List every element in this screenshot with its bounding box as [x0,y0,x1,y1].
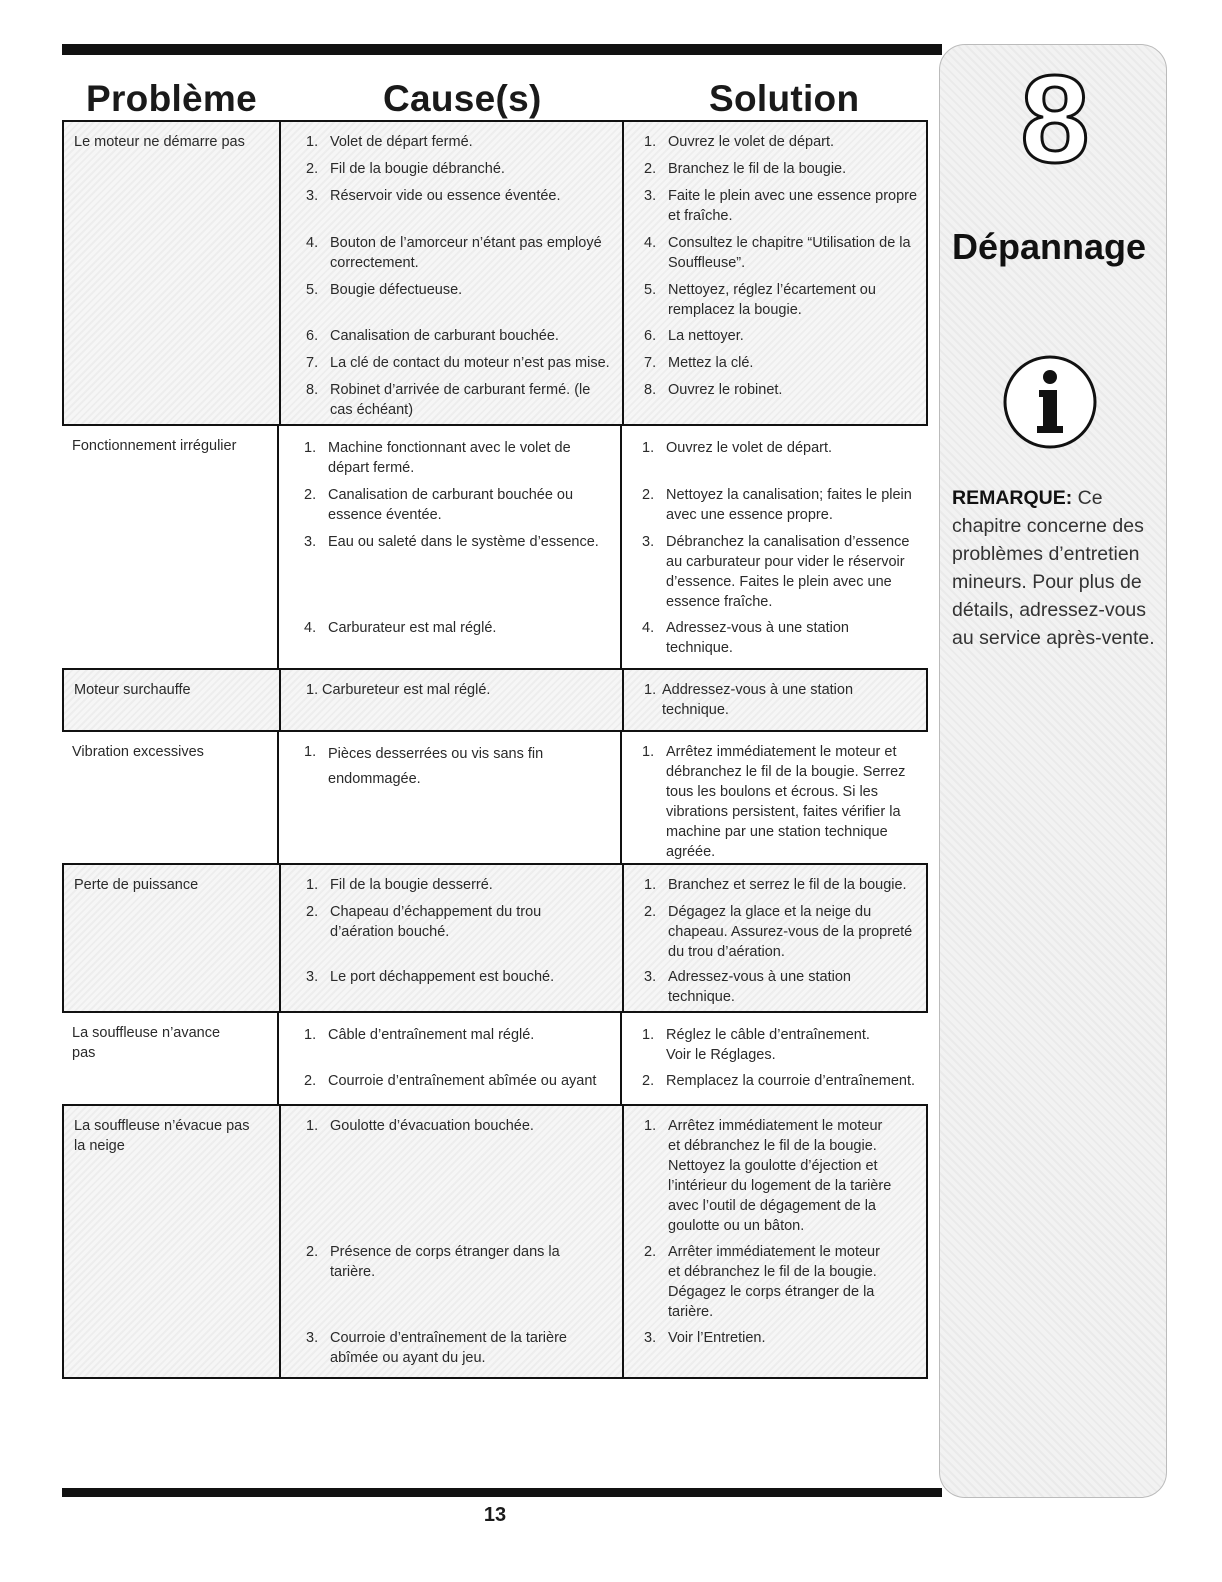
solution-text: Voir l’Entretien. [668,1330,766,1346]
solution-text: Débranchez la canalisation d’essence au carburateur pour vider le réservoir d’essence. Faites le plein avec une essence fraîche. [666,534,910,610]
remark-note [952,484,1157,652]
cause-number: 3. [304,534,317,550]
solution-text: Nettoyez la canalisation; faites le plein avec une essence propre. [666,487,912,523]
cause-number: 3. [306,188,319,204]
cause-number: 1. [306,682,319,698]
cause-number: 1. [306,877,319,893]
header-problem: Problème [86,78,258,119]
cause-number: 2. [304,487,317,503]
cause-number: 1. [304,744,317,760]
solution-text: Faite le plein avec une essence propre et fraîche. [668,188,918,224]
cause-text: La clé de contact du moteur n’est pas mise. [330,355,610,371]
solution-number: 1. [642,440,655,456]
cause-text: Pièces desserrées ou vis sans fin endommagée. [328,746,544,787]
table-row [62,1013,928,1104]
table-row [62,668,928,732]
cause-number: 2. [304,1073,317,1089]
solution-text: Consultez le chapitre “Utilisation de la Souffleuse”. [668,235,911,271]
solution-text: Arrêter immédiatement le moteur et débranchez le fil de la bougie. Dégagez le corps étranger de la tarière. [668,1244,880,1320]
cause-text: Machine fonctionnant avec le volet de départ fermé. [328,440,571,476]
problem-cell: Moteur surchauffe [74,682,191,698]
cause-text: Canalisation de carburant bouchée ou essence éventée. [328,487,574,523]
problem-cell: Fonctionnement irrégulier [72,438,237,454]
solution-text: Ouvrez le robinet. [668,382,783,398]
remark-text: Ce chapitre concerne des problèmes d’entretien mineurs. Pour plus de détails, adressez-vous au service après-vente. [952,487,1155,649]
solution-text: Addressez-vous à une station technique. [662,682,854,718]
cause-number: 1. [306,1118,319,1134]
cause-text: Courroie d’entraînement abîmée ou ayant [328,1073,597,1089]
solution-text: Remplacez la courroie d’entraînement. [666,1073,916,1089]
cause-number: 3. [306,1330,319,1346]
solution-text: Arrêtez immédiatement le moteur et débranchez le fil de la bougie. Serrez tous les boulons et écrous. Si les vibrations persistent, faites vérifier la machine par une station technique agréée. [666,744,906,860]
table-row [62,120,928,426]
cause-text: Câble d’entraînement mal réglé. [328,1027,535,1043]
cause-number: 4. [304,620,317,636]
problem-cell: Le moteur ne démarre pas [74,134,245,150]
solution-text: Adressez-vous à une station technique. [666,620,849,656]
cause-number: 4. [306,235,319,251]
cause-text: Robinet d’arrivée de carburant fermé. (le cas échéant) [330,382,591,418]
problem-cell: La souffleuse n’évacue pas la neige [74,1118,250,1154]
cause-number: 2. [306,1244,319,1260]
cause-number: 3. [306,969,319,985]
problem-cell: La souffleuse n’avance pas [72,1025,221,1061]
solution-text: Nettoyez, réglez l’écartement ou remplacez la bougie. [668,282,876,318]
table-row [62,426,928,668]
solution-number: 2. [644,1244,657,1260]
header-solution: Solution [709,78,860,119]
header-cause: Cause(s) [383,78,542,119]
solution-number: 1. [644,1118,657,1134]
solution-number: 1. [642,1027,655,1043]
cause-number: 2. [306,161,319,177]
solution-number: 1. [644,682,657,698]
solution-number: 8. [644,382,657,398]
problem-cell: Perte de puissance [74,877,199,893]
cause-text: Goulotte d’évacuation bouchée. [330,1118,534,1134]
solution-number: 2. [642,487,655,503]
cause-text: Réservoir vide ou essence éventée. [330,188,561,204]
problem-cell: Vibration excessives [72,744,204,760]
solution-number: 2. [644,904,657,920]
solution-number: 3. [642,534,655,550]
solution-text: Branchez le fil de la bougie. [668,161,847,177]
cause-number: 6. [306,328,319,344]
cause-text: Canalisation de carburant bouchée. [330,328,559,344]
cause-number: 2. [306,904,319,920]
cause-number: 7. [306,355,319,371]
top-rule [62,44,942,55]
cause-text: Carburateur est mal réglé. [328,620,497,636]
solution-number: 6. [644,328,657,344]
solution-number: 3. [644,1330,657,1346]
cause-text: Le port déchappement est bouché. [330,969,555,985]
cause-number: 1. [304,440,317,456]
solution-number: 4. [642,620,655,636]
cause-number: 1. [304,1027,317,1043]
solution-text: Ouvrez le volet de départ. [666,440,833,456]
solution-number: 1. [644,134,657,150]
cause-text: Courroie d’entraînement de la tarière abîmée ou ayant du jeu. [330,1330,567,1366]
cause-text: Bouton de l’amorceur n’étant pas employé correctement. [330,235,602,271]
solution-text: Arrêtez immédiatement le moteur et débranchez le fil de la bougie. Nettoyez la goulotte d’éjection et l’intérieur du logement de la tarière avec l’outil de dégagement de la goulotte ou un bâton. [668,1118,892,1234]
solution-text: Réglez le câble d’entraînement. Voir le Réglages. [666,1027,870,1063]
bottom-rule [62,1488,942,1497]
solution-number: 1. [642,744,655,760]
solution-text: Dégagez la glace et la neige du chapeau. Assurez-vous de la propreté du trou d’aération. [668,904,913,960]
cause-number: 1. [306,134,319,150]
solution-number: 3. [644,188,657,204]
remark-label: REMARQUE: [952,487,1073,509]
chapter-title: Dépannage [952,226,1147,267]
solution-number: 2. [642,1073,655,1089]
cause-text: Eau ou saleté dans le système d’essence. [328,534,599,550]
solution-number: 2. [644,161,657,177]
table-row [62,1104,928,1379]
cause-text: Volet de départ fermé. [330,134,473,150]
solution-number: 3. [644,969,657,985]
cause-text: Chapeau d’échappement du trou d’aération bouché. [330,904,542,940]
solution-number: 1. [644,877,657,893]
chapter-number: 8 [1020,51,1090,189]
solution-text: La nettoyer. [668,328,744,344]
solution-text: Branchez et serrez le fil de la bougie. [668,877,907,893]
solution-number: 4. [644,235,657,251]
solution-text: Adressez-vous à une station technique. [668,969,851,1005]
cause-text: Fil de la bougie débranché. [330,161,505,177]
table-row [62,863,928,1013]
cause-text: Présence de corps étranger dans la tarière. [330,1244,560,1280]
troubleshooting-table [62,120,928,1379]
page-number: 13 [483,1504,507,1526]
cause-number: 5. [306,282,319,298]
solution-text: Mettez la clé. [668,355,754,371]
cause-number: 8. [306,382,319,398]
solution-number: 7. [644,355,657,371]
solution-number: 5. [644,282,657,298]
table-row [62,732,928,863]
cause-text: Fil de la bougie desserré. [330,877,493,893]
solution-text: Ouvrez le volet de départ. [668,134,835,150]
cause-text: Bougie défectueuse. [330,282,463,298]
cause-text: Carbureteur est mal réglé. [322,682,491,698]
info-icon [1002,354,1098,450]
